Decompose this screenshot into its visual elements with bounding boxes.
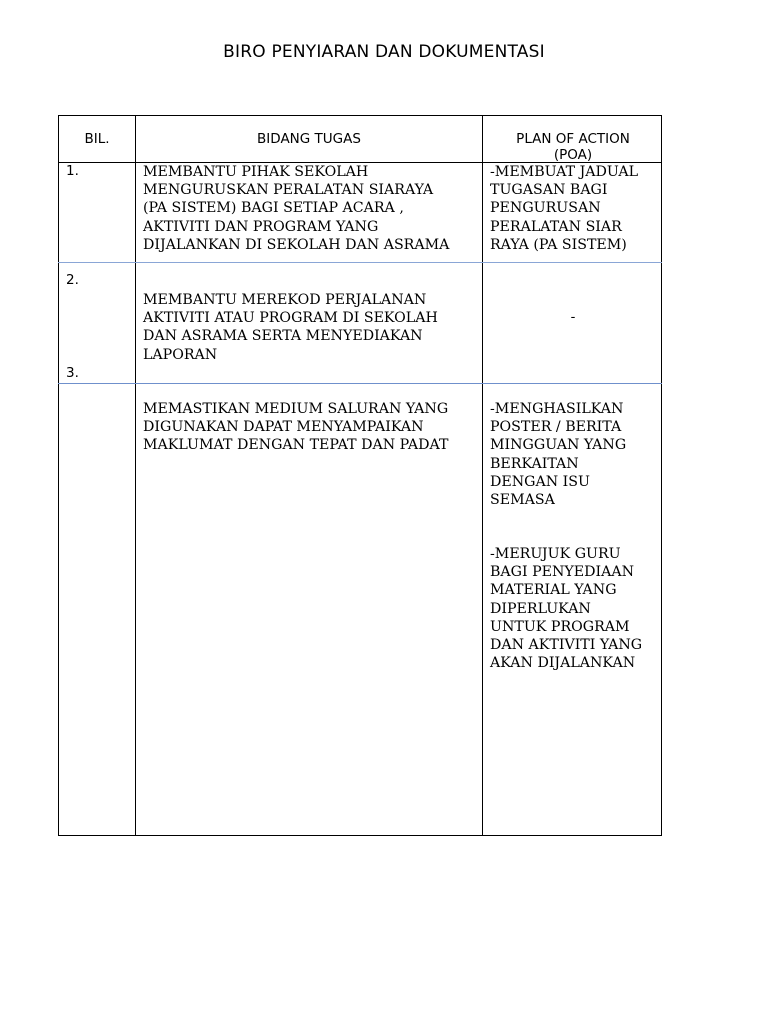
poa-cell-extra: -MERUJUK GURU BAGI PENYEDIAAN MATERIAL YANG DIPERLUKAN UNTUK PROGRAM DAN AKTIVITI YANG AKAN DIJALANKAN	[490, 546, 643, 672]
row-divider	[58, 383, 662, 384]
row-divider	[58, 262, 662, 263]
poa-cell: -	[570, 309, 576, 325]
header-bidang-tugas: BIDANG TUGAS	[257, 131, 361, 147]
row-number: 3.	[66, 365, 79, 381]
header-bil: BIL.	[84, 131, 110, 147]
task-table	[58, 115, 662, 836]
header-plan-of-action: PLAN OF ACTION (POA)	[516, 131, 630, 163]
column-divider	[482, 116, 483, 835]
column-divider	[135, 116, 136, 835]
task-cell: MEMBANTU MEREKOD PERJALANAN AKTIVITI ATAU PROGRAM DI SEKOLAH DAN ASRAMA SERTA MENYEDIAKAN LAPORAN	[143, 292, 438, 363]
page-title: BIRO PENYIARAN DAN DOKUMENTASI	[223, 42, 545, 62]
task-cell: MEMBANTU PIHAK SEKOLAH MENGURUSKAN PERALATAN SIARAYA (PA SISTEM) BAGI SETIAP ACARA , AKTIVITI DAN PROGRAM YANG DIJALANKAN DI SEKOLAH DAN ASRAMA	[143, 164, 450, 253]
poa-cell: -MENGHASILKAN POSTER / BERITA MINGGUAN YANG BERKAITAN DENGAN ISU SEMASA	[490, 401, 627, 509]
poa-cell: -MEMBUAT JADUAL TUGASAN BAGI PENGURUSAN PERALATAN SIAR RAYA (PA SISTEM)	[490, 164, 639, 253]
task-cell: MEMASTIKAN MEDIUM SALURAN YANG DIGUNAKAN DAPAT MENYAMPAIKAN MAKLUMAT DENGAN TEPAT DAN PADAT	[143, 401, 449, 454]
row-number: 1.	[66, 163, 79, 179]
row-number: 2.	[66, 272, 79, 288]
